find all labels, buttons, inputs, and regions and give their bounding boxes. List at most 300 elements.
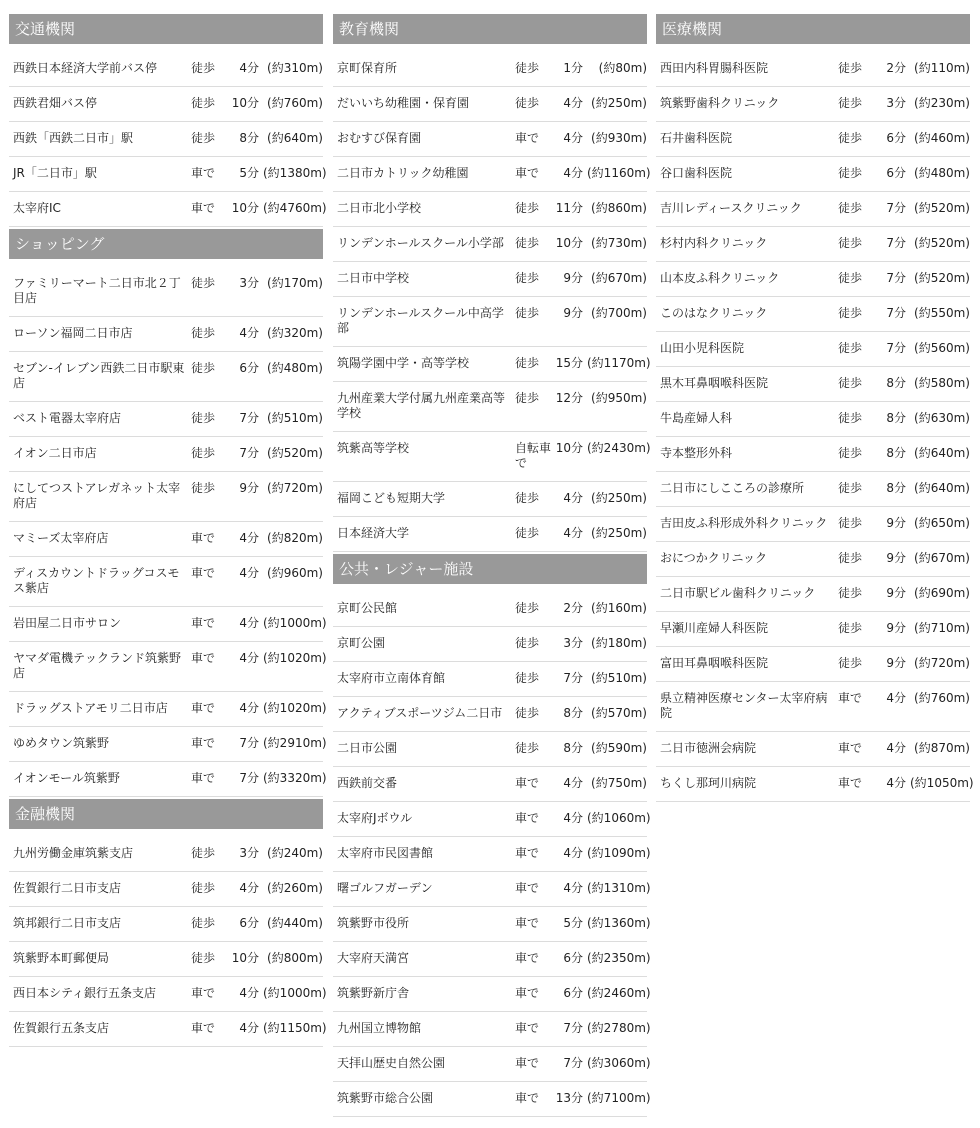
travel-mode: 車で <box>191 736 216 750</box>
facility-row <box>9 907 323 942</box>
facility-list <box>9 829 327 1047</box>
distance: (約310m) <box>267 61 323 75</box>
distance: (約1000m) <box>263 986 327 1000</box>
travel-mode: 徒歩 <box>515 236 540 250</box>
travel-time: 9分 <box>886 551 906 565</box>
facility-name: 九州産業大学付属九州産業高等学校 <box>337 391 506 420</box>
facility-row <box>656 682 970 732</box>
travel-mode: 車で <box>515 1091 540 1105</box>
travel-time: 4分 <box>563 491 583 505</box>
travel-time: 8分 <box>886 376 906 390</box>
facility-row <box>333 382 647 432</box>
facility-name: 富田耳鼻咽喉科医院 <box>660 656 769 670</box>
travel-mode: 徒歩 <box>838 621 863 635</box>
facility-name: おにつかクリニック <box>660 551 768 565</box>
travel-time: 4分 <box>563 776 583 790</box>
facility-row <box>656 192 970 227</box>
facility-name: セブン-イレブン西鉄二日市駅東店 <box>13 361 185 390</box>
travel-time: 4分 <box>239 616 259 630</box>
travel-time: 6分 <box>886 166 906 180</box>
travel-time: 6分 <box>239 916 259 930</box>
facility-name: JR「二日市」駅 <box>13 166 97 180</box>
section-title: ショッピング <box>9 229 323 259</box>
travel-mode: 徒歩 <box>515 61 540 75</box>
facility-name: イオンモール筑紫野 <box>13 771 120 785</box>
facility-name: 筑邦銀行二日市支店 <box>13 916 122 930</box>
facility-row <box>656 507 970 542</box>
travel-mode: 徒歩 <box>191 411 216 425</box>
facility-name: 西鉄前交番 <box>337 776 398 790</box>
facility-row <box>333 802 651 837</box>
facility-section <box>656 14 974 802</box>
facility-row <box>656 227 970 262</box>
travel-time: 4分 <box>886 741 906 755</box>
facility-name: このはなクリニック <box>660 306 768 320</box>
facility-row <box>656 297 970 332</box>
distance: (約580m) <box>914 376 970 390</box>
travel-mode: 車で <box>515 916 540 930</box>
distance: (約2780m) <box>587 1021 651 1035</box>
distance: (約510m) <box>591 671 647 685</box>
facility-name: 黒木耳鼻咽喉科医院 <box>660 376 769 390</box>
facility-row <box>9 642 327 692</box>
distance: (約180m) <box>591 636 647 650</box>
travel-time: 4分 <box>563 846 583 860</box>
travel-time: 8分 <box>563 706 583 720</box>
distance: (約80m) <box>598 61 647 75</box>
distance: (約640m) <box>267 131 323 145</box>
distance: (約800m) <box>267 951 323 965</box>
facility-row <box>333 432 651 482</box>
travel-mode: 徒歩 <box>838 411 863 425</box>
facility-row <box>333 262 647 297</box>
distance: (約1020m) <box>263 701 327 715</box>
facility-name: 牛島産婦人科 <box>660 411 733 425</box>
facility-name: リンデンホールスクール中高学部 <box>337 306 504 335</box>
facility-row <box>333 592 647 627</box>
travel-mode: 車で <box>515 166 540 180</box>
facility-name: 県立精神医療センター太宰府病院 <box>660 691 828 720</box>
travel-time: 8分 <box>886 411 906 425</box>
travel-mode: 車で <box>838 741 863 755</box>
facility-name: ヤマダ電機テックランド筑紫野店 <box>13 651 182 680</box>
travel-mode: 車で <box>838 691 863 705</box>
travel-time: 7分 <box>886 306 906 320</box>
facility-name: ゆめタウン筑紫野 <box>13 736 110 750</box>
distance: (約110m) <box>914 61 970 75</box>
facility-name: 筑紫野新庁舎 <box>337 986 410 1000</box>
facility-row <box>9 607 327 642</box>
facility-row <box>656 332 970 367</box>
facility-row <box>333 87 647 122</box>
facility-row <box>333 122 647 157</box>
travel-mode: 車で <box>515 986 540 1000</box>
distance: (約760m) <box>914 691 970 705</box>
travel-mode: 徒歩 <box>191 276 216 290</box>
travel-time: 10分 <box>231 201 259 215</box>
column-left <box>9 14 327 1047</box>
facility-row <box>333 872 651 907</box>
travel-time: 4分 <box>239 986 259 1000</box>
travel-mode: 車で <box>191 771 216 785</box>
facility-row <box>656 577 970 612</box>
facility-section <box>9 229 327 797</box>
facility-name: リンデンホールスクール小学部 <box>337 236 504 250</box>
travel-mode: 車で <box>191 166 216 180</box>
travel-time: 10分 <box>555 441 583 455</box>
travel-time: 8分 <box>563 741 583 755</box>
travel-time: 4分 <box>239 881 259 895</box>
travel-mode: 徒歩 <box>191 951 216 965</box>
facility-name: ドラッグストアモリ二日市店 <box>13 701 168 715</box>
section-title: 交通機関 <box>9 14 323 44</box>
distance: (約160m) <box>591 601 647 615</box>
distance: (約1360m) <box>587 916 651 930</box>
facility-name: 佐賀銀行五条支店 <box>13 1021 110 1035</box>
distance: (約870m) <box>914 741 970 755</box>
travel-time: 11分 <box>555 201 583 215</box>
travel-mode: 徒歩 <box>191 326 216 340</box>
facility-name: 京町公民館 <box>337 601 398 615</box>
facility-row <box>656 472 970 507</box>
travel-mode: 徒歩 <box>515 391 540 405</box>
section-title: 公共・レジャー施設 <box>333 554 647 584</box>
travel-time: 12分 <box>555 391 583 405</box>
facility-row <box>333 52 647 87</box>
distance: (約510m) <box>267 411 323 425</box>
facility-name: 太宰府Jボウル <box>337 811 413 825</box>
travel-mode: 徒歩 <box>838 201 863 215</box>
travel-time: 3分 <box>886 96 906 110</box>
facility-name: 太宰府IC <box>13 201 61 215</box>
travel-time: 5分 <box>563 916 583 930</box>
travel-mode: 徒歩 <box>515 636 540 650</box>
facility-row <box>9 837 323 872</box>
distance: (約750m) <box>591 776 647 790</box>
distance: (約650m) <box>914 516 970 530</box>
travel-time: 7分 <box>886 271 906 285</box>
distance: (約760m) <box>267 96 323 110</box>
facility-row <box>9 692 327 727</box>
facility-name: 大宰府天満宮 <box>337 951 410 965</box>
distance: (約2350m) <box>587 951 651 965</box>
distance: (約720m) <box>267 481 323 495</box>
facility-name: 筑紫高等学校 <box>337 441 410 455</box>
facility-row <box>333 907 651 942</box>
distance: (約1160m) <box>587 166 651 180</box>
section-title: 教育機関 <box>333 14 647 44</box>
distance: (約520m) <box>914 271 970 285</box>
column-middle <box>333 14 651 1117</box>
travel-mode: 徒歩 <box>191 481 216 495</box>
facility-name: アクティブスポーツジム二日市 <box>337 706 503 720</box>
travel-time: 5分 <box>239 166 259 180</box>
distance: (約1050m) <box>910 776 974 790</box>
travel-mode: 徒歩 <box>838 551 863 565</box>
facility-list <box>9 259 327 797</box>
facility-row <box>656 157 970 192</box>
facility-row <box>333 697 647 732</box>
facility-name: 早瀬川産婦人科医院 <box>660 621 769 635</box>
travel-time: 4分 <box>563 96 583 110</box>
facility-section <box>333 14 651 552</box>
distance: (約260m) <box>267 881 323 895</box>
travel-mode: 車で <box>838 776 863 790</box>
facility-row <box>9 762 327 797</box>
distance: (約730m) <box>591 236 647 250</box>
travel-time: 4分 <box>886 691 906 705</box>
facility-name: 吉川レディースクリニック <box>660 201 802 215</box>
facility-name: 寺本整形外科 <box>660 446 733 460</box>
travel-mode: 徒歩 <box>515 671 540 685</box>
travel-mode: 徒歩 <box>838 516 863 530</box>
facility-name: ローソン福岡二日市店 <box>13 326 133 340</box>
facility-name: 九州国立博物館 <box>337 1021 422 1035</box>
travel-mode: 自転車で <box>515 441 552 470</box>
distance: (約950m) <box>591 391 647 405</box>
travel-mode: 徒歩 <box>191 846 216 860</box>
facility-name: 筑陽学園中学・高等学校 <box>337 356 470 370</box>
travel-time: 4分 <box>239 566 259 580</box>
distance: (約820m) <box>267 531 323 545</box>
travel-mode: 徒歩 <box>838 481 863 495</box>
travel-time: 13分 <box>555 1091 583 1105</box>
facility-row <box>656 402 970 437</box>
facility-name: 西鉄日本経済大学前バス停 <box>13 61 158 75</box>
facility-name: 山本皮ふ科クリニック <box>660 271 780 285</box>
travel-mode: 徒歩 <box>838 306 863 320</box>
facility-row <box>9 402 323 437</box>
travel-time: 15分 <box>555 356 583 370</box>
distance: (約520m) <box>914 201 970 215</box>
travel-mode: 徒歩 <box>838 586 863 600</box>
facility-name: 西鉄「西鉄二日市」駅 <box>13 131 134 145</box>
travel-mode: 徒歩 <box>838 236 863 250</box>
facility-row <box>9 977 327 1012</box>
travel-time: 6分 <box>886 131 906 145</box>
facility-row <box>333 1012 651 1047</box>
travel-time: 2分 <box>563 601 583 615</box>
travel-mode: 車で <box>515 131 540 145</box>
travel-mode: 車で <box>515 811 540 825</box>
travel-time: 7分 <box>886 341 906 355</box>
facility-row <box>9 1012 327 1047</box>
travel-mode: 徒歩 <box>191 131 216 145</box>
travel-time: 7分 <box>563 671 583 685</box>
facility-name: 九州労働金庫筑紫支店 <box>13 846 134 860</box>
facility-name: 谷口歯科医院 <box>660 166 733 180</box>
travel-time: 4分 <box>563 526 583 540</box>
facility-row <box>333 1082 651 1117</box>
facility-name: 筑紫野歯科クリニック <box>660 96 780 110</box>
travel-mode: 徒歩 <box>191 916 216 930</box>
facility-name: 太宰府市立南体育館 <box>337 671 446 685</box>
facility-name: 筑紫野市総合公園 <box>337 1091 434 1105</box>
facility-row <box>656 122 970 157</box>
travel-time: 8分 <box>886 446 906 460</box>
distance: (約230m) <box>914 96 970 110</box>
travel-mode: 徒歩 <box>191 881 216 895</box>
facility-name: 佐賀銀行二日市支店 <box>13 881 122 895</box>
distance: (約250m) <box>591 526 647 540</box>
facility-name: 杉村内科クリニック <box>660 236 768 250</box>
facility-name: 石井歯科医院 <box>660 131 733 145</box>
facility-name: 天拝山歴史自然公園 <box>337 1056 446 1070</box>
facility-row <box>9 352 323 402</box>
travel-mode: 車で <box>191 1021 216 1035</box>
section-title: 医療機関 <box>656 14 970 44</box>
facility-name: 太宰府市民図書館 <box>337 846 434 860</box>
facility-list <box>333 584 651 1117</box>
facility-row <box>656 647 970 682</box>
travel-mode: 徒歩 <box>838 376 863 390</box>
facility-row <box>9 942 323 977</box>
facility-name: 二日市にしこころの診療所 <box>660 481 805 495</box>
facility-row <box>9 317 323 352</box>
facility-name: ちくし那珂川病院 <box>660 776 757 790</box>
facility-row <box>656 437 970 472</box>
distance: (約720m) <box>914 656 970 670</box>
travel-mode: 車で <box>191 701 216 715</box>
travel-mode: 車で <box>191 531 216 545</box>
distance: (約1170m) <box>587 356 651 370</box>
facility-row <box>656 367 970 402</box>
distance: (約570m) <box>591 706 647 720</box>
facility-section <box>9 799 327 1047</box>
facility-row <box>9 122 323 157</box>
distance: (約3320m) <box>263 771 327 785</box>
facility-name: 二日市徳洲会病院 <box>660 741 757 755</box>
facility-row <box>333 942 651 977</box>
travel-time: 10分 <box>231 951 259 965</box>
travel-time: 6分 <box>563 951 583 965</box>
distance: (約320m) <box>267 326 323 340</box>
distance: (約480m) <box>914 166 970 180</box>
travel-time: 10分 <box>231 96 259 110</box>
travel-time: 4分 <box>239 326 259 340</box>
distance: (約1310m) <box>587 881 651 895</box>
facility-name: 西田内科胃腸科医院 <box>660 61 769 75</box>
travel-mode: 徒歩 <box>838 656 863 670</box>
facility-name: ファミリーマート二日市北２丁目店 <box>13 276 181 305</box>
travel-mode: 徒歩 <box>191 61 216 75</box>
travel-time: 2分 <box>886 61 906 75</box>
facility-name: 筑紫野市役所 <box>337 916 410 930</box>
travel-mode: 徒歩 <box>515 741 540 755</box>
column-right <box>656 14 974 802</box>
distance: (約590m) <box>591 741 647 755</box>
facility-section <box>9 14 327 227</box>
distance: (約250m) <box>591 96 647 110</box>
distance: (約1020m) <box>263 651 327 665</box>
travel-mode: 車で <box>191 986 216 1000</box>
travel-mode: 車で <box>191 651 216 665</box>
travel-mode: 徒歩 <box>838 131 863 145</box>
facility-row <box>656 612 970 647</box>
facility-row <box>9 87 323 122</box>
travel-time: 4分 <box>563 166 583 180</box>
travel-mode: 車で <box>191 616 216 630</box>
distance: (約640m) <box>914 446 970 460</box>
travel-mode: 徒歩 <box>838 96 863 110</box>
travel-time: 10分 <box>555 236 583 250</box>
facility-name: だいいち幼稚園・保育園 <box>337 96 470 110</box>
travel-mode: 徒歩 <box>838 166 863 180</box>
facility-name: 西日本シティ銀行五条支店 <box>13 986 157 1000</box>
distance: (約2910m) <box>263 736 327 750</box>
travel-mode: 車で <box>515 881 540 895</box>
travel-mode: 徒歩 <box>191 446 216 460</box>
travel-mode: 徒歩 <box>838 61 863 75</box>
facility-name: 二日市北小学校 <box>337 201 422 215</box>
facility-row <box>333 732 647 767</box>
travel-time: 1分 <box>563 61 583 75</box>
distance: (約250m) <box>591 491 647 505</box>
distance: (約960m) <box>267 566 323 580</box>
travel-mode: 徒歩 <box>515 201 540 215</box>
distance: (約460m) <box>914 131 970 145</box>
facility-row <box>333 192 647 227</box>
facility-row <box>333 977 651 1012</box>
distance: (約3060m) <box>587 1056 651 1070</box>
distance: (約440m) <box>267 916 323 930</box>
facility-name: 曙ゴルフガーデン <box>337 881 433 895</box>
travel-time: 8分 <box>239 131 259 145</box>
travel-mode: 車で <box>515 1021 540 1035</box>
facility-row <box>333 157 651 192</box>
distance: (約670m) <box>591 271 647 285</box>
facility-name: 岩田屋二日市サロン <box>13 616 122 630</box>
facility-section <box>333 554 651 1117</box>
facility-row <box>333 347 651 382</box>
distance: (約930m) <box>591 131 647 145</box>
distance: (約550m) <box>914 306 970 320</box>
travel-mode: 車で <box>515 951 540 965</box>
facility-name: 吉田皮ふ科形成外科クリニック <box>660 516 828 530</box>
travel-mode: 徒歩 <box>515 306 540 320</box>
facility-row <box>333 662 647 697</box>
facility-list <box>9 44 327 227</box>
travel-time: 4分 <box>563 131 583 145</box>
facility-row <box>333 767 647 802</box>
facility-name: ディスカウントドラッグコスモス紫店 <box>13 566 180 595</box>
travel-time: 9分 <box>563 271 583 285</box>
facility-name: 京町公園 <box>337 636 386 650</box>
facility-row <box>656 767 974 802</box>
travel-mode: 車で <box>515 846 540 860</box>
travel-mode: 徒歩 <box>515 356 540 370</box>
travel-mode: 徒歩 <box>838 446 863 460</box>
distance: (約4760m) <box>263 201 327 215</box>
distance: (約520m) <box>267 446 323 460</box>
travel-time: 9分 <box>886 586 906 600</box>
travel-time: 7分 <box>239 446 259 460</box>
travel-mode: 車で <box>191 566 216 580</box>
travel-mode: 徒歩 <box>191 361 216 375</box>
facility-row <box>9 267 323 317</box>
distance: (約670m) <box>914 551 970 565</box>
facility-row <box>333 482 647 517</box>
travel-time: 4分 <box>886 776 906 790</box>
facility-name: おむすび保育園 <box>337 131 422 145</box>
facility-name: ベスト電器太宰府店 <box>13 411 122 425</box>
travel-time: 7分 <box>886 201 906 215</box>
facility-row <box>656 732 970 767</box>
distance: (約480m) <box>267 361 323 375</box>
facility-row <box>9 522 323 557</box>
travel-mode: 徒歩 <box>515 526 540 540</box>
travel-time: 3分 <box>563 636 583 650</box>
